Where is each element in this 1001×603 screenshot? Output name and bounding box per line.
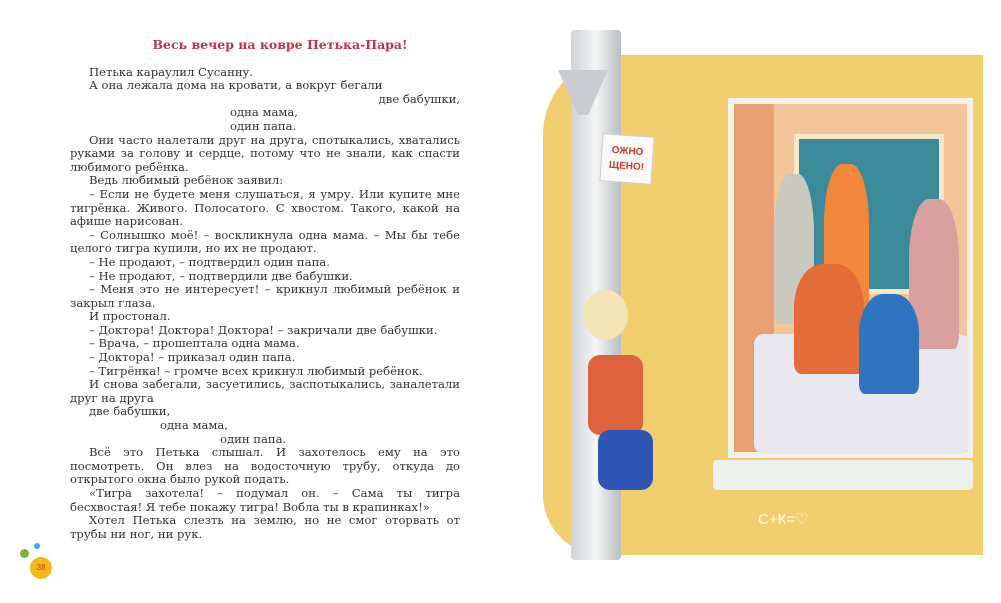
boy-petka — [583, 290, 653, 500]
page-number: 38 — [30, 557, 52, 579]
paragraph: – Меня это не интересует! – крикнул любимый ребёнок и закрыл глаза. — [70, 282, 460, 310]
paragraph: – Солнышко моё! – воскликнула одна мама. – Мы бы тебе целого тигра купили, но их не продают. — [70, 227, 460, 256]
paragraph: – Доктора! Доктора! Доктора! – закричали две бабушки. — [89, 322, 438, 337]
illustration — [513, 30, 983, 560]
paragraph: Хотел Петька слезть на землю, но не смог оторвать от трубы ни ног, ни рук. — [70, 513, 460, 541]
sign-text: ЩЕНО! — [608, 159, 645, 174]
paragraph: И простонал. — [89, 309, 171, 324]
paragraph: Они часто налетали друг на друга, спотыкались, хватались руками за голову и сердце, потому что не знали, как спасти любимого ребёнка. — [70, 132, 460, 174]
paragraph: А она лежала дома на кровати, а вокруг бегали — [89, 78, 383, 93]
paragraph: «Тигра захотела! – подумал он. – Сама ты тигра бесхвостая! Я тебе покажу тигра! Вобла ты в крапинках!» — [70, 486, 460, 514]
paragraph: Петька караулил Сусанну. — [89, 64, 254, 79]
paragraph: Ведь любимый ребёнок заявил: — [89, 173, 284, 188]
paragraph: – Тигрёнка! – громче всех крикнул любимый ребёнок. — [89, 363, 423, 378]
open-window — [728, 98, 973, 458]
window-sill — [713, 460, 973, 490]
paragraph: один папа. — [230, 118, 297, 133]
paragraph: один папа. — [220, 431, 287, 446]
sign-text: ОЖНО — [611, 144, 644, 159]
paragraph: – Если не будете меня слушаться, я умру. Или купите мне тигрёнка. Живого. Полосатого. С хвостом. Такого, какой на афише нарисован. — [70, 186, 460, 229]
paragraph: – Врача, – прошептала одна мама. — [89, 336, 300, 351]
paragraph: Всё это Петька слышал. И захотелось ему на это посмотреть. Он влез на водосточную трубу, откуда до открытого окна было рукой подать. — [70, 445, 460, 487]
decor-dot — [20, 549, 29, 558]
paragraph: две бабушки, — [89, 404, 171, 419]
paragraph: – Не продают, – подтвердили две бабушки. — [89, 268, 353, 283]
paragraph: И снова забегали, засуетились, заспотыкались, заналетали друг на друга — [70, 377, 460, 405]
warning-sign — [599, 133, 654, 185]
wall-graffiti: С+К=♡ — [758, 511, 809, 528]
paragraph: две бабушки, — [378, 91, 460, 106]
paragraph: одна мама, — [160, 418, 228, 433]
paragraph: одна мама, — [230, 105, 298, 120]
paragraph: – Доктора! – приказал один папа. — [89, 350, 296, 365]
paragraph: – Не продают, – подтвердил один папа. — [89, 254, 330, 269]
decor-dot — [34, 543, 40, 549]
chapter-title: Весь вечер на ковре Петька-Пара! — [152, 37, 408, 52]
story-text — [70, 38, 460, 541]
